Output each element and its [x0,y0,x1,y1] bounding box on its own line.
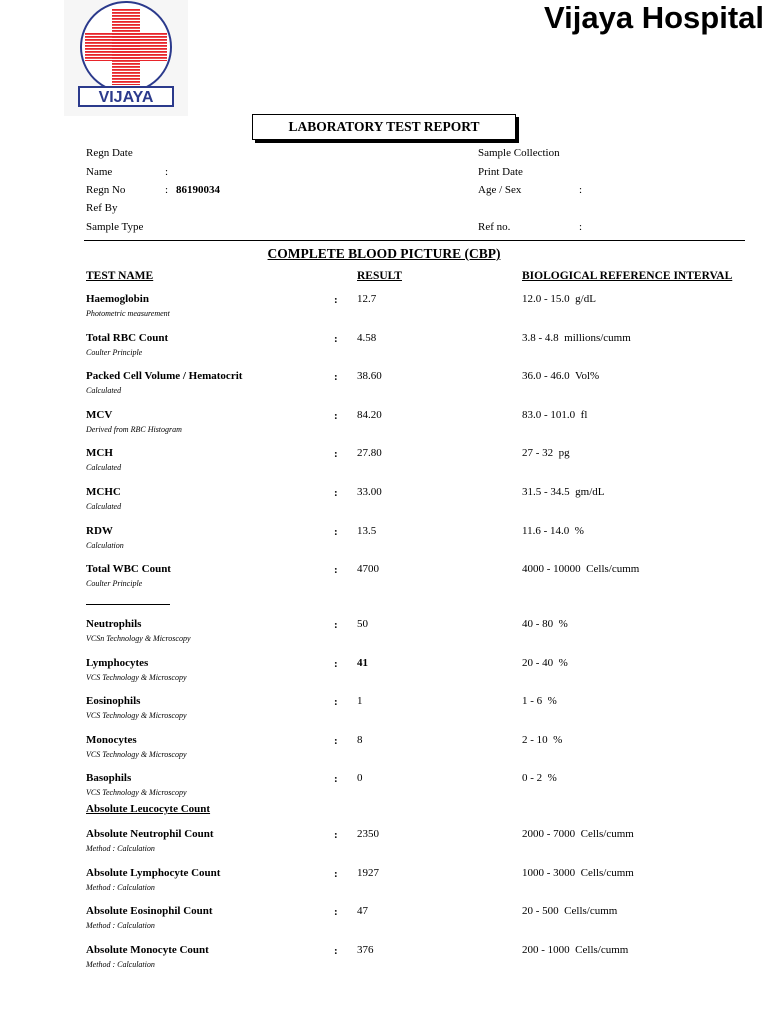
test-method: Coulter Principle [86,348,143,357]
reference-interval: 4000 - 10000 Cells/cumm [522,563,640,575]
test-method: Method : Calculation [86,921,155,930]
hospital-logo [64,0,188,116]
column-result: RESULT [357,270,402,282]
test-result: 12.7 [357,293,377,305]
reference-interval: 2000 - 7000 Cells/cumm [522,828,634,840]
test-result: 4.58 [357,332,377,344]
test-result: 376 [357,944,374,956]
result-colon: : [334,829,338,841]
test-name: Absolute Neutrophil Count [86,828,214,840]
test-name: Absolute Eosinophil Count [86,905,213,917]
name-label: Name [86,166,113,178]
result-colon: : [334,619,338,631]
test-method: VCS Technology & Microscopy [86,788,187,797]
result-colon: : [334,696,338,708]
test-name: RDW [86,525,113,537]
test-name: Absolute Lymphocyte Count [86,867,221,879]
test-method: VCS Technology & Microscopy [86,673,187,682]
test-method: Calculated [86,463,122,472]
reference-interval: 31.5 - 34.5 gm/dL [522,486,605,498]
column-reference: BIOLOGICAL REFERENCE INTERVAL [522,270,733,282]
reference-interval: 0 - 2 % [522,772,557,784]
test-method: Photometric measurement [86,309,170,318]
reference-interval: 2 - 10 % [522,734,563,746]
test-name: Basophils [86,772,132,784]
result-colon: : [334,658,338,670]
test-method: Method : Calculation [86,844,155,853]
test-name: Total WBC Count [86,563,171,575]
test-method: VCS Technology & Microscopy [86,750,187,759]
sample-type-label: Sample Type [86,221,144,233]
result-colon: : [334,735,338,747]
test-name: Haemoglobin [86,293,149,305]
test-method: Calculated [86,386,122,395]
test-result: 50 [357,618,368,630]
test-method: VCS Technology & Microscopy [86,711,187,720]
test-method: Derived from RBC Histogram [86,425,182,434]
hospital-name: Vijaya Hospital [544,0,764,35]
reference-interval: 12.0 - 15.0 g/dL [522,293,596,305]
column-test-name: TEST NAME [86,270,154,282]
test-result: 84.20 [357,409,382,421]
test-name: MCHC [86,486,121,498]
test-name: Total RBC Count [86,332,169,344]
test-method: VCSn Technology & Microscopy [86,634,191,643]
sample-collection-label: Sample Collection [478,147,560,159]
test-method: Method : Calculation [86,883,155,892]
test-name: Monocytes [86,734,137,746]
ref-no-colon: : [579,221,583,233]
result-colon: : [334,773,338,785]
test-result: 33.00 [357,486,382,498]
test-result: 1927 [357,867,379,879]
reference-interval: 36.0 - 46.0 Vol% [522,370,600,382]
test-result: 2350 [357,828,379,840]
test-result: 38.60 [357,370,382,382]
section-title: COMPLETE BLOOD PICTURE (CBP) [267,246,501,261]
reference-interval: 1 - 6 % [522,695,557,707]
name-colon: : [165,166,169,178]
header-divider [84,240,745,241]
absolute-leucocyte-heading: Absolute Leucocyte Count [86,803,211,815]
regn-no-value: 86190034 [176,184,220,196]
test-method: Method : Calculation [86,960,155,969]
result-colon: : [334,294,338,306]
test-name: Neutrophils [86,618,142,630]
reference-interval: 20 - 500 Cells/cumm [522,905,618,917]
result-colon: : [334,945,338,957]
result-colon: : [334,906,338,918]
test-result: 8 [357,734,363,746]
test-name: Eosinophils [86,695,141,707]
result-colon: : [334,371,338,383]
reference-interval: 3.8 - 4.8 millions/cumm [522,332,631,344]
test-result: 4700 [357,563,379,575]
separator-rule [86,604,170,605]
age-sex-colon: : [579,184,583,196]
report-title: LABORATORY TEST REPORT [252,114,516,140]
result-colon: : [334,448,338,460]
reference-interval: 83.0 - 101.0 fl [522,409,588,421]
reference-interval: 27 - 32 pg [522,447,570,459]
test-result: 27.80 [357,447,382,459]
test-result: 41 [357,657,368,669]
test-result: 0 [357,772,363,784]
test-name: MCH [86,447,113,459]
test-result: 47 [357,905,368,917]
result-colon: : [334,333,338,345]
reference-interval: 40 - 80 % [522,618,568,630]
test-method: Coulter Principle [86,579,143,588]
test-name: Lymphocytes [86,657,149,669]
reference-interval: 200 - 1000 Cells/cumm [522,944,629,956]
ref-by-label: Ref By [86,202,118,214]
test-result: 13.5 [357,525,377,537]
regn-date-label: Regn Date [86,147,133,159]
test-name: MCV [86,409,113,421]
regn-no-label: Regn No [86,184,126,196]
ref-no-label: Ref no. [478,221,511,233]
logo-text: VIJAYA [98,89,154,106]
age-sex-label: Age / Sex [478,184,522,196]
result-colon: : [334,868,338,880]
reference-interval: 1000 - 3000 Cells/cumm [522,867,634,879]
test-name: Packed Cell Volume / Hematocrit [86,370,243,382]
test-method: Calculation [86,541,124,550]
print-date-label: Print Date [478,166,523,178]
test-result: 1 [357,695,363,707]
result-colon: : [334,564,338,576]
test-method: Calculated [86,502,122,511]
result-colon: : [334,410,338,422]
test-name: Absolute Monocyte Count [86,944,209,956]
reference-interval: 11.6 - 14.0 % [522,525,584,537]
regn-no-colon: : [165,184,169,196]
reference-interval: 20 - 40 % [522,657,568,669]
result-colon: : [334,487,338,499]
result-colon: : [334,526,338,538]
